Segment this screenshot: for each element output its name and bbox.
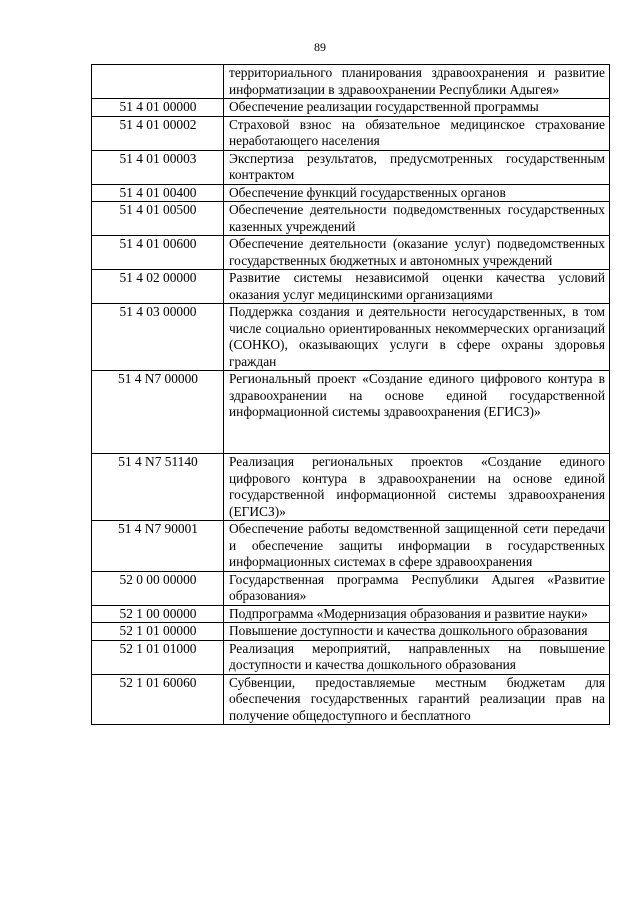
description-cell xyxy=(224,202,610,236)
description-cell xyxy=(224,454,610,521)
description-cell xyxy=(224,640,610,674)
table-row xyxy=(92,623,610,641)
code-cell: 51 4 01 00003 xyxy=(92,150,224,184)
description-cell xyxy=(224,674,610,725)
description-text: Обеспечение реализации государственной программы xyxy=(229,99,539,114)
code-cell: 51 4 03 00000 xyxy=(92,304,224,371)
code-cell: 51 4 N7 51140 xyxy=(92,454,224,521)
description-text: Государственная программа Республики Адыгея «Развитие образования» xyxy=(229,571,605,603)
description-text: Обеспечение функций государственных органов xyxy=(229,184,506,200)
table-row xyxy=(92,304,610,371)
description-text: Подпрограмма «Модернизация образования и развитие науки» xyxy=(229,605,588,621)
code-cell: 51 4 02 00000 xyxy=(92,270,224,304)
table-row xyxy=(92,184,610,202)
description-text: Обеспечение деятельности (оказание услуг) подведомственных государственных бюджетных и автономных учреждений xyxy=(229,236,605,268)
description-cell xyxy=(224,623,610,641)
code-cell: 52 1 01 00000 xyxy=(92,623,224,641)
code-cell: 52 0 00 00000 xyxy=(92,571,224,605)
description-cell xyxy=(224,65,610,99)
description-cell xyxy=(224,304,610,371)
description-cell xyxy=(224,116,610,150)
description-text: Развитие системы независимой оценки качества условий оказания услуг медицинскими организациями xyxy=(229,270,605,302)
description-text: Повышение доступности и качества дошкольного образования xyxy=(229,623,588,638)
code-cell: 51 4 N7 00000 xyxy=(92,371,224,454)
code-cell: 52 1 01 01000 xyxy=(92,640,224,674)
table-row xyxy=(92,150,610,184)
table-row xyxy=(92,236,610,270)
description-cell xyxy=(224,150,610,184)
description-text: Обеспечение деятельности подведомственных государственных казенных учреждений xyxy=(229,202,605,234)
table-row xyxy=(92,270,610,304)
description-cell xyxy=(224,236,610,270)
table-row xyxy=(92,640,610,674)
description-cell xyxy=(224,521,610,572)
description-text: территориального планирования здравоохранения и развитие информатизации в здравоохранении Республики Адыгея» xyxy=(229,65,605,97)
code-cell: 51 4 01 00400 xyxy=(92,184,224,202)
description-cell xyxy=(224,371,610,454)
code-cell: 52 1 01 60060 xyxy=(92,674,224,725)
description-cell xyxy=(224,571,610,605)
code-cell: 52 1 00 00000 xyxy=(92,605,224,623)
page-number: 89 xyxy=(314,40,326,54)
table-row xyxy=(92,674,610,725)
code-cell: 51 4 01 00002 xyxy=(92,116,224,150)
description-cell xyxy=(224,605,610,623)
code-cell: 51 4 01 00000 xyxy=(92,99,224,117)
description-text: Экспертиза результатов, предусмотренных государственным контрактом xyxy=(229,150,605,182)
table-row xyxy=(92,605,610,623)
table-row xyxy=(92,571,610,605)
code-cell: 51 4 01 00600 xyxy=(92,236,224,270)
description-text: Обеспечение работы ведомственной защищенной сети передачи и обеспечение защиты информации в государственных информационных системах в сфере здравоохранения xyxy=(229,521,605,569)
table-row xyxy=(92,116,610,150)
code-cell xyxy=(92,65,224,99)
description-text: Региональный проект «Создание единого цифрового контура в здравоохранении на основе единой государственной информационной системы здравоохранения (ЕГИСЗ)» xyxy=(229,371,605,419)
description-text: Реализация региональных проектов «Создание единого цифрового контура в здравоохранении на основе единой государственной информационной системы здравоохранения (ЕГИСЗ)» xyxy=(229,454,605,519)
table-row xyxy=(92,99,610,117)
description-text: Субвенции, предоставляемые местным бюджетам для обеспечения государственных гарантий реализации прав на получение общедоступного и бесплатного xyxy=(229,674,605,723)
description-cell xyxy=(224,184,610,202)
code-cell: 51 4 N7 90001 xyxy=(92,521,224,572)
table-row xyxy=(92,371,610,454)
description-text: Страховой взнос на обязательное медицинское страхование неработающего населения xyxy=(229,116,605,148)
budget-codes-table xyxy=(91,64,610,725)
description-cell xyxy=(224,99,610,117)
table-row xyxy=(92,521,610,572)
table-row xyxy=(92,454,610,521)
description-text: Реализация мероприятий, направленных на повышение доступности и качества дошкольного образования xyxy=(229,640,605,672)
description-cell xyxy=(224,270,610,304)
table-row xyxy=(92,202,610,236)
code-cell: 51 4 01 00500 xyxy=(92,202,224,236)
description-text: Поддержка создания и деятельности негосударственных, в том числе социально ориентированных некоммерческих организаций (СОНКО), оказывающих услуги в сфере охраны здоровья граждан xyxy=(229,304,605,369)
table-row xyxy=(92,65,610,99)
